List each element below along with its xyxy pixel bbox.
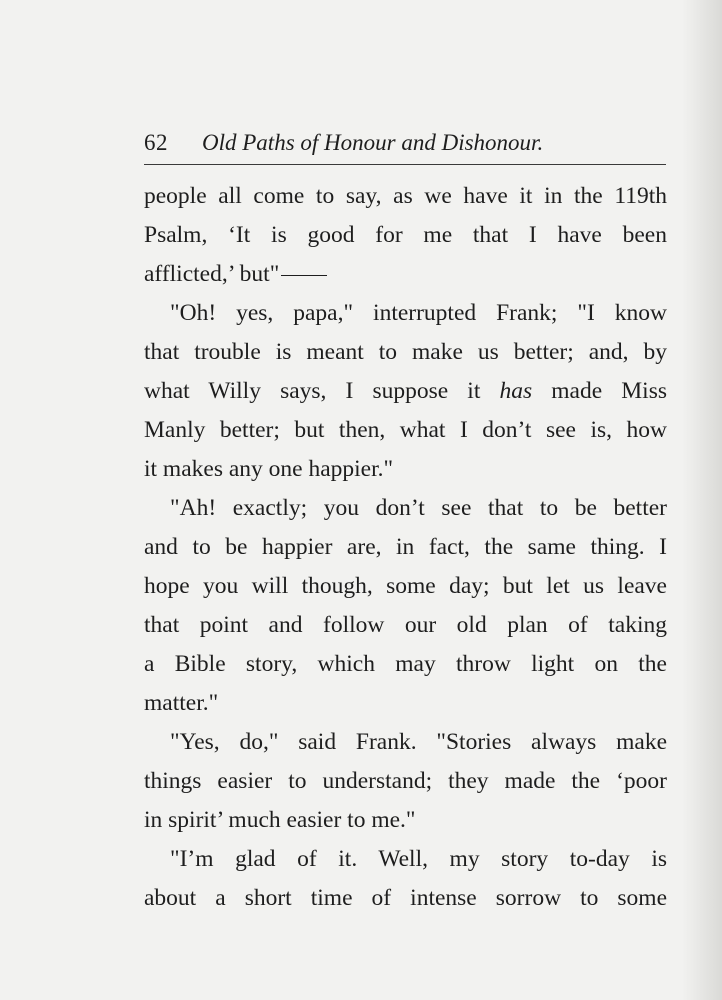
text-line: hope you will though, some day; but let us leave <box>144 573 667 599</box>
text-segment: what Willy says, I suppose it <box>144 378 500 404</box>
text-line: that trouble is meant to make us better; and, by <box>144 339 667 365</box>
header-rule <box>144 164 666 165</box>
text-line-with-emphasis <box>144 372 667 411</box>
text-line: "Yes, do," said Frank. "Stories always make <box>170 729 667 755</box>
text-segment: made Miss <box>532 378 667 404</box>
text-line: Psalm, ‘It is good for me that I have been <box>144 222 667 248</box>
page-edge-shadow <box>682 0 722 1000</box>
text-line: "Ah! exactly; you don’t see that to be better <box>170 495 667 521</box>
text-line: that point and follow our old plan of taking <box>144 612 667 638</box>
text-line: "I’m glad of it. Well, my story to-day is <box>170 846 667 872</box>
running-header <box>144 125 664 161</box>
em-dash-rule <box>281 275 327 276</box>
text-line: Manly better; but then, what I don’t see is, how <box>144 417 667 443</box>
text-line: about a short time of intense sorrow to some <box>144 885 667 911</box>
text-line: and to be happier are, in fact, the same thing. I <box>144 534 667 560</box>
text-line-with-dash <box>144 255 667 294</box>
text-line: things easier to understand; they made the ‘poor <box>144 768 667 794</box>
text-line: it makes any one happier." <box>144 456 394 482</box>
emphasized-word: has <box>499 378 533 404</box>
page-number: 62 <box>144 130 168 155</box>
body-text <box>144 177 667 918</box>
text-line: people all come to say, as we have it in the 119th <box>144 183 667 209</box>
text-line: afflicted,’ but" <box>144 261 280 287</box>
text-line: a Bible story, which may throw light on the <box>144 651 667 677</box>
text-line: in spirit’ much easier to me." <box>144 807 416 833</box>
text-line: "Oh! yes, papa," interrupted Frank; "I know <box>170 300 667 326</box>
text-line: matter." <box>144 690 219 716</box>
running-title: Old Paths of Honour and Dishonour. <box>202 130 544 155</box>
